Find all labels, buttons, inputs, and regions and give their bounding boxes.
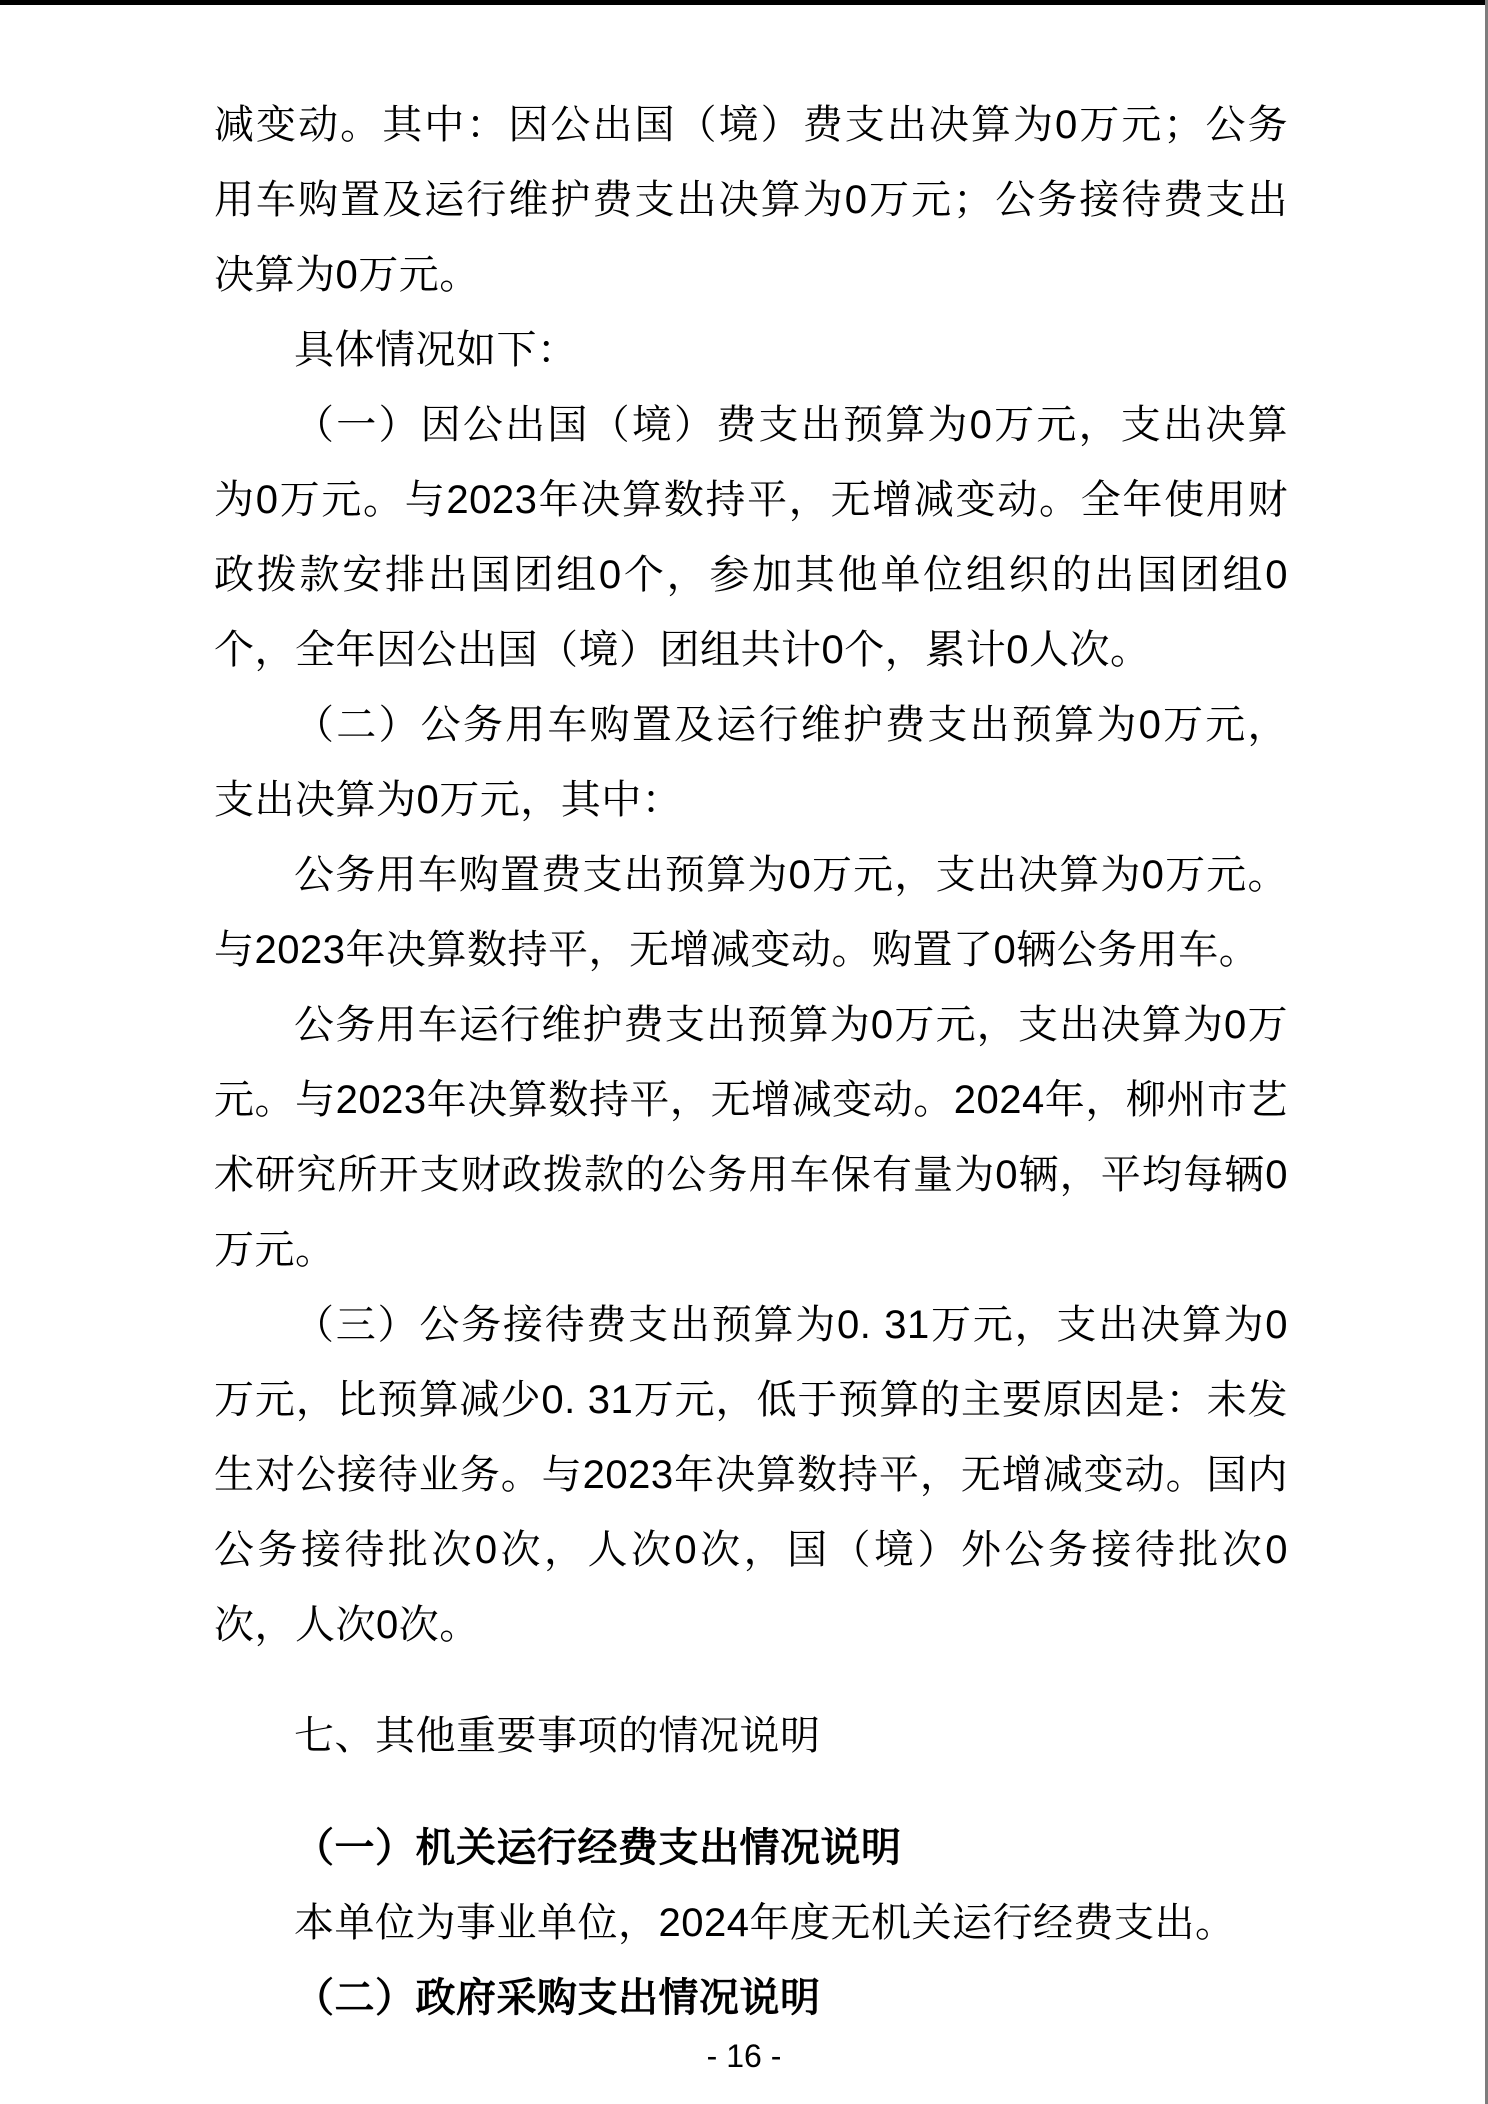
paragraph: 减变动。其中：因公出国（境）费支出决算为0万元；公务用车购置及运行维护费支出决算为0万元；公务接待费支出决算为0万元。 xyxy=(214,103,1288,297)
paragraph: 公务用车运行维护费支出预算为0万元，支出决算为0万元。与2023年决算数持平，无增减变动。2024年，柳州市艺术研究所开支财政拨款的公务用车保有量为0辆，平均每辆0万元。 xyxy=(214,1003,1288,1272)
subsection-heading: （一）机关运行经费支出情况说明 xyxy=(294,1826,902,1870)
document-body xyxy=(214,88,1288,2036)
page-number: - 16 - xyxy=(706,2038,782,2074)
paragraph: （三）公务接待费支出预算为0. 31万元，支出决算为0万元，比预算减少0. 31万元，低于预算的主要原因是：未发生对公接待业务。与2023年决算数持平，无增减变动。国内公务接待批次0次，人次0次，国（境）外公务接待批次0次，人次0次。 xyxy=(214,1303,1288,1647)
paragraph: （二）公务用车购置及运行维护费支出预算为0万元，支出决算为0万元，其中： xyxy=(214,703,1288,822)
section-heading: 七、其他重要事项的情况说明 xyxy=(294,1714,821,1758)
paragraph: 具体情况如下： xyxy=(294,328,578,372)
page-footer xyxy=(0,2036,1488,2076)
paragraph: 本单位为事业单位，2024年度无机关运行经费支出。 xyxy=(294,1901,1236,1945)
paragraph: 公务用车购置费支出预算为0万元，支出决算为0万元。与2023年决算数持平，无增减变动。购置了0辆公务用车。 xyxy=(214,853,1288,972)
subsection-heading: （二）政府采购支出情况说明 xyxy=(294,1976,821,2020)
scan-artifact-top-bar xyxy=(0,0,1488,5)
paragraph: （一）因公出国（境）费支出预算为0万元，支出决算为0万元。与2023年决算数持平，无增减变动。全年使用财政拨款安排出国团组0个，参加其他单位组织的出国团组0个，全年因公出国（境）团组共计0个，累计0人次。 xyxy=(214,403,1288,672)
